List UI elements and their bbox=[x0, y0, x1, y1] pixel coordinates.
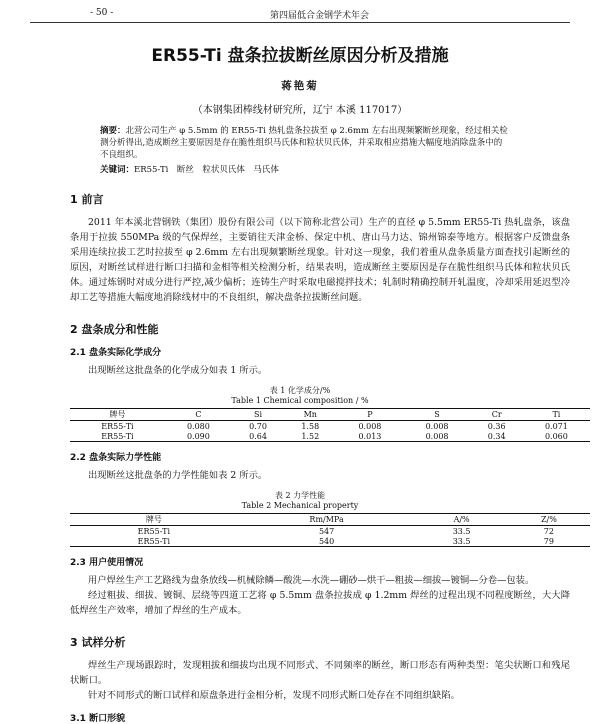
affiliation: （本钢集团棒线材研究所，辽宁 本溪 117017） bbox=[192, 105, 408, 116]
table-caption-en: Table 1 Chemical composition / % bbox=[231, 396, 369, 405]
table-cell: 1.52 bbox=[284, 431, 336, 442]
abstract-text: 北营公司生产 φ 5.5mm 的 ER55-Ti 热轧盘条拉拔至 φ 2.6mm 左右出现频繁断丝现象，经过相关检测分析得出,造成断丝主要原因是存在脆性组织马氏体和粒状贝氏体，并采取相应措施大幅度地消除盘条中的不良组织。 bbox=[100, 126, 508, 160]
abstract-label: 摘要： bbox=[100, 126, 126, 136]
page-number: - 50 - bbox=[90, 8, 114, 18]
column-header: Ti bbox=[523, 409, 590, 421]
table-cell: 540 bbox=[238, 536, 416, 547]
table-cell: ER55-Ti bbox=[70, 536, 238, 547]
column-header: Mn bbox=[284, 409, 336, 421]
column-header: C bbox=[165, 409, 232, 421]
table-cell: 0.008 bbox=[358, 421, 382, 431]
table-row bbox=[70, 536, 590, 547]
table-row bbox=[70, 421, 590, 432]
column-header: Z/% bbox=[508, 514, 590, 526]
table-cell: 33.5 bbox=[415, 536, 507, 547]
table-cell: 33.5 bbox=[452, 526, 471, 536]
subsection-heading: 2.2 盘条实际力学性能 bbox=[70, 453, 162, 463]
section-heading: 3 试样分析 bbox=[70, 636, 126, 649]
table-cell: ER55-Ti bbox=[70, 431, 165, 442]
table-cell: 0.36 bbox=[487, 421, 506, 431]
table-row bbox=[70, 431, 590, 442]
table-cell: ER55-Ti bbox=[101, 421, 134, 431]
paragraph: 焊丝生产现场跟踪时，发现粗拔和细拔均出现不同形式、不同频率的断丝，断口形态有两种类型：笔尖状断口和残尾状断口。 bbox=[70, 660, 570, 686]
abstract bbox=[100, 125, 508, 161]
paragraph: 针对不同形式的断口试样和原盘条进行金相分析，发现不同形式断口处存在不同组织缺陷。 bbox=[88, 690, 460, 701]
column-header: P bbox=[336, 409, 403, 421]
table-cell: 0.008 bbox=[425, 421, 449, 431]
table-caption-cn: 表 1 化学成分/% bbox=[269, 386, 331, 395]
paper-title: ER55-Ti 盘条拉拔断丝原因分析及措施 bbox=[151, 46, 449, 66]
keywords-label: 关键词： bbox=[100, 165, 135, 175]
table-caption-en: Table 2 Mechanical property bbox=[241, 501, 359, 510]
table-cell: 0.060 bbox=[523, 431, 590, 442]
subsection-heading: 3.1 断口形貌 bbox=[70, 714, 126, 724]
section-heading: 2 盘条成分和性能 bbox=[70, 323, 159, 336]
table-caption-cn: 表 2 力学性能 bbox=[274, 491, 326, 500]
paragraph: 2011 年本溪北营钢铁（集团）股份有限公司（以下简称北营公司）生产的直径 φ 5.5mm ER55-Ti 热轧盘条，该盘条用于拉拔 550MPa 级的气保焊丝，主要销往天津金桥、保定中机、唐山马力达、锦州锦泰等地方。根据客户反馈盘条采用连续拉拔工艺时拉拔至 φ 2.6mm 左右出现频繁断丝现象。针对这一现象，我们着重从盘条质量方面查找引起断丝的原因，对断丝试样进行断口扫描和金相等相关检测分析，结果表明，造成断丝主要原因是存在脆性组织马氏体和粒状贝氏体。通过炼钢时对成分进行严控,减少偏析；连铸生产时采取电磁搅拌技术；轧制时精确控制开轧温度，冷却采用延迟型冷却工艺等措施大幅度地消除线材中的不良组织，解决盘条拉拔断丝问题。 bbox=[70, 217, 570, 303]
table-cell: 0.008 bbox=[403, 431, 470, 442]
keywords-text: ER55-Ti 断丝 粒状贝氏体 马氏体 bbox=[134, 165, 279, 175]
subsection-heading: 2.3 用户使用情况 bbox=[70, 558, 144, 568]
table-cell: 547 bbox=[318, 526, 335, 536]
table-cell: 79 bbox=[508, 536, 590, 547]
author: 蒋艳菊 bbox=[281, 80, 319, 92]
table-cell: 1.58 bbox=[301, 421, 320, 431]
table-cell: 0.090 bbox=[165, 431, 232, 442]
running-header bbox=[30, 8, 570, 23]
column-header: Si bbox=[232, 409, 284, 421]
table-cell: 0.70 bbox=[249, 421, 267, 431]
chemical-composition-table bbox=[70, 408, 590, 442]
column-header: Rm/MPa bbox=[238, 514, 416, 526]
subsection-heading: 2.1 盘条实际化学成分 bbox=[70, 348, 162, 358]
column-header: 牌号 bbox=[70, 409, 165, 421]
column-header: S bbox=[403, 409, 470, 421]
table-cell: 0.071 bbox=[544, 421, 568, 431]
paragraph: 用户焊丝生产工艺路线为盘条放线—机械除鳞—酸洗—水洗—硼砂—烘干—粗拔—细拔—镀铜—分卷—包装。 bbox=[88, 575, 535, 586]
mechanical-property-table bbox=[70, 513, 590, 547]
keywords bbox=[100, 163, 508, 175]
section-heading: 1 前言 bbox=[70, 193, 104, 206]
column-header: Cr bbox=[471, 409, 523, 421]
column-header: A/% bbox=[415, 514, 507, 526]
table-cell: 0.64 bbox=[232, 431, 284, 442]
table-caption bbox=[30, 491, 570, 511]
table-cell: 0.34 bbox=[471, 431, 523, 442]
conference-name: 第四届低合金钢学术年会 bbox=[270, 11, 370, 21]
table-cell: 72 bbox=[543, 526, 554, 536]
table-caption bbox=[30, 386, 570, 406]
column-header: 牌号 bbox=[70, 514, 238, 526]
table-cell: ER55-Ti bbox=[137, 526, 171, 536]
table-cell: 0.080 bbox=[186, 421, 210, 431]
paragraph: 出现断丝这批盘条的化学成分如表 1 所示。 bbox=[88, 365, 268, 376]
paragraph: 经过粗拔、细拔、镀铜、层绕等四道工艺将 φ 5.5mm 盘条拉拔成 φ 1.2mm 焊丝的过程出现不同程度断丝，大大降低焊丝生产效率，增加了焊丝的生产成本。 bbox=[70, 590, 570, 616]
paragraph: 出现断丝这批盘条的力学性能如表 2 所示。 bbox=[88, 470, 268, 481]
table-cell: 0.013 bbox=[336, 431, 403, 442]
table-row bbox=[70, 526, 590, 537]
